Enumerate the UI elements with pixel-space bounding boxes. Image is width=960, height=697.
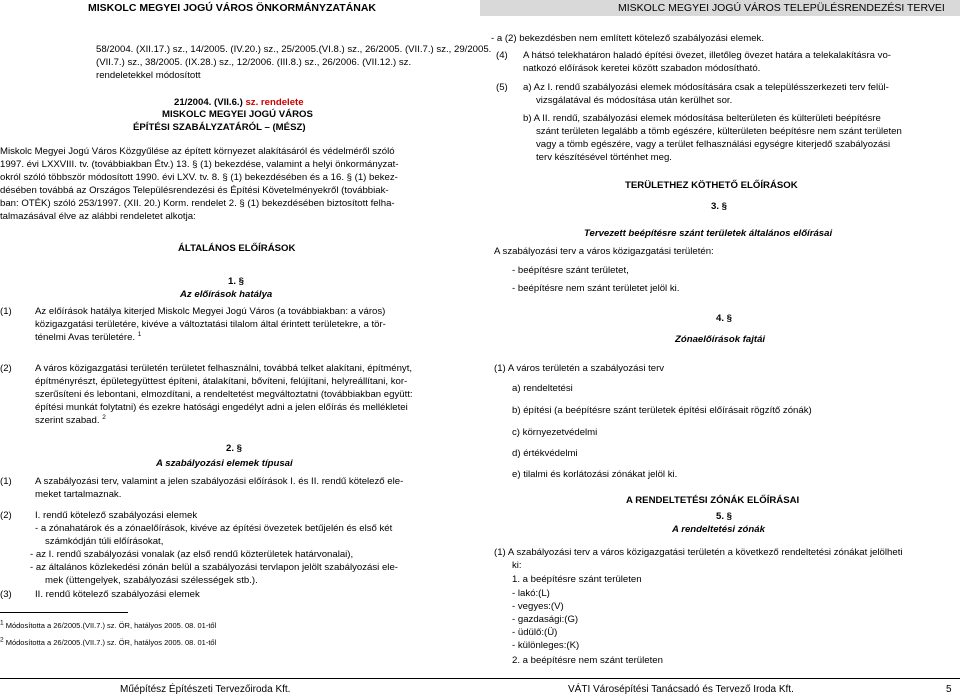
footnote-ref: 1 (137, 330, 142, 338)
section-title: A szabályozási elemek típusai (156, 458, 293, 469)
paragraph-line: A város közigazgatási területén területet felhasználni, továbbá telket alakítani, építményt, (35, 363, 413, 374)
decree-title: ÉPÍTÉSI SZABÁLYZATÁRÓL – (MÉSZ) (133, 122, 306, 133)
list-item: - lakó:(L) (512, 588, 550, 599)
list-item: - beépítésre szánt területet, (512, 265, 629, 276)
paragraph-number: (4) (496, 50, 508, 61)
section-heading-general: ÁLTALÁNOS ELŐÍRÁSOK (178, 243, 296, 254)
paragraph-line: - az I. rendű szabályozási vonalak (az első rendű közterületek határvonalai), (30, 549, 354, 560)
paragraph-line: I. rendű kötelező szabályozási elemek (35, 510, 198, 521)
paragraph-line: a) Az I. rendű szabályozási elemek módosítására csak a településszerkezeti terv felül- (523, 82, 889, 93)
paragraph-line: ténelmi Avas területére. $^1$ (35, 330, 142, 343)
list-item: a) rendeltetési (512, 383, 573, 394)
decree-city: MISKOLC MEGYEI JOGÚ VÁROS (162, 109, 313, 120)
paragraph-line: natkozó előírások keretei között szabadon módosítható. (523, 63, 761, 74)
list-item: 1. a beépítésre szánt területen (512, 574, 642, 585)
paragraph-number: (1) (0, 306, 12, 317)
list-item: - beépítésre nem szánt területet jelöl ki. (512, 283, 680, 294)
paragraph-line: - a (2) bekezdésben nem említett kötelező szabályozási elemek. (491, 33, 765, 44)
preamble-line: 1997. évi LXXVIII. tv. (továbbiakban Étv.) 13. § (1) bekezdése, valamint a helyi önkormányzat- (0, 159, 399, 170)
section-title: Tervezett beépítésre szánt területek általános előírásai (584, 228, 833, 239)
paragraph-line: - az általános közlekedési zónán belül a szabályozási tervlapon jelölt szabályozási ele- (30, 562, 398, 573)
section-heading-zones: A RENDELTETÉSI ZÓNÁK ELŐÍRÁSAI (626, 495, 800, 506)
paragraph-line: szerűsíteni és lebontani, elmozdítani, a rendeltetést megváltoztatni (továbbiakban együtt: (35, 389, 413, 400)
list-item: c) környezetvédelmi (512, 427, 598, 438)
footnote-separator (0, 612, 128, 613)
amendment-line: (VII.7.) sz., 38/2005. (IX.28.) sz., 12/2006. (III.8.) sz., 26/2006. (VII.12.) sz. (96, 57, 412, 68)
paragraph-line: építési munkát folytatni) és ezekre hatósági engedélyt adni a jelen előírás és mellékletei (35, 402, 408, 413)
section-number: 1. § (228, 276, 245, 287)
list-item: 2. a beépítésre nem szánt területen (512, 655, 663, 666)
preamble-line: okról szóló többször módosított 1990. évi LXV. tv. 8. § (1) bekezdésében és a 16. § (1) bekez- (0, 172, 398, 183)
header-left-title: MISKOLC MEGYEI JOGÚ VÁROS ÖNKORMÁNYZATÁNAK (88, 2, 376, 14)
preamble-line: désében továbbá az Országos Településrendezési és Építési Követelményekről (továbbiak- (0, 185, 389, 196)
paragraph-line: meket tartalmaznak. (35, 489, 122, 500)
section-number: 3. § (711, 201, 728, 212)
decree-number-suffix: sz. rendelete (245, 97, 304, 108)
paragraph-line: építményrészt, épületegyüttest építeni, átalakítani, bővíteni, felújítani, helyreállítani, kor- (35, 376, 408, 387)
amendment-line: rendeletekkel módosított (96, 70, 201, 81)
list-item: d) értékvédelmi (512, 448, 578, 459)
paragraph-number: (5) (496, 82, 508, 93)
footnote: $^1$ Módosította a 26/2005.(VII.7.) sz. ÖR, hatályos 2005. 08. 01-től (0, 619, 217, 630)
paragraph-number: (1) (0, 476, 12, 487)
section-number: 4. § (716, 313, 733, 324)
list-item: - különleges:(K) (512, 640, 580, 651)
paragraph-number: (3) (0, 589, 12, 600)
section-number: 2. § (226, 443, 243, 454)
list-item: - üdülő:(Ü) (512, 627, 558, 638)
page-number: 5 (946, 684, 952, 695)
decree-number: 21/2004. (VII.6.) sz. rendelete (174, 97, 304, 108)
paragraph-line: A hátsó telekhatáron haladó építési övezet, illetőleg övezet határa a telekalakításra vo- (523, 50, 891, 61)
footnote: $^2$ Módosította a 26/2005.(VII.7.) sz. ÖR, hatályos 2005. 08. 01-től (0, 636, 217, 647)
paragraph-line: II. rendű kötelező szabályozási elemek (35, 589, 200, 600)
list-item: - vegyes:(V) (512, 601, 564, 612)
footer-rule (0, 678, 960, 679)
paragraph-line: ki: (512, 560, 522, 571)
footnote-ref: 2 (102, 413, 106, 421)
paragraph-line: mek (üttengelyek, szabályozási szélességek stb.). (45, 575, 258, 586)
header-right-title: MISKOLC MEGYEI JOGÚ VÁROS TELEPÜLÉSRENDEZÉSI TERVEI (618, 2, 945, 14)
paragraph-line: számkódján túli előírásokat, (45, 536, 164, 547)
section-number: 5. § (716, 511, 733, 522)
preamble-line: ban: OTÉK) szóló 253/1997. (XII. 20.) Korm. rendelet 2. § (1) bekezdésében biztosított felha- (0, 198, 395, 209)
paragraph-line: - a zónahatárok és a zónaelőírások, kivéve az építési övezetek betűjelén és első két (35, 523, 393, 534)
paragraph-line: terv készítésével történhet meg. (536, 152, 672, 163)
section-title: Zónaelőírások fajtái (675, 334, 766, 345)
preamble-line: talmazásával élve az alábbi rendeletet alkotja: (0, 211, 196, 222)
paragraph-line: Az előírások hatálya kiterjed Miskolc Megyei Jogú Város (a továbbiakban: a város) (35, 306, 386, 317)
paragraph-line: vagy a tömb egészére, vagy a terület felhasználási egységre kiterjedő szabályozási (536, 139, 891, 150)
section-heading-area: TERÜLETHEZ KÖTHETŐ ELŐÍRÁSOK (625, 180, 798, 191)
list-item: e) tilalmi és korlátozási zónákat jelöl ki. (512, 469, 678, 480)
paragraph-line: szerint szabad. $^2$ (35, 413, 106, 426)
running-header (0, 0, 960, 16)
paragraph-line: A szabályozási terv, valamint a jelen szabályozási előírások I. és II. rendű kötelező ele- (35, 476, 404, 487)
footer-right: VÁTI Városépítési Tanácsadó és Tervező Iroda Kft. (568, 684, 794, 695)
list-item: - gazdasági:(G) (512, 614, 579, 625)
section-title: Az előírások hatálya (180, 289, 273, 300)
paragraph-line: vizsgálatával és módosítása után kerülhet sor. (536, 95, 733, 106)
footer-left: Műépítész Építészeti Tervezőiroda Kft. (120, 684, 291, 695)
paragraph-line: szánt területen legalább a tömb egészére, külterületen beépítésre nem szánt területen (536, 126, 902, 137)
paragraph-line: közigazgatási területére, kivéve a változtatási tilalom által érintett területekre, a tör- (35, 319, 386, 330)
paragraph-line: (1) A szabályozási terv a város közigazgatási területén a következő rendeltetési zónákat jelölheti (494, 547, 903, 558)
paragraph-line: b) A II. rendű, szabályozási elemek módosítása belterületen és külterületi beépítésre (523, 113, 881, 124)
paragraph-number: (2) (0, 510, 12, 521)
paragraph-line: A szabályozási terv a város közigazgatási területén: (494, 246, 714, 257)
amendment-line: 58/2004. (XII.17.) sz., 14/2005. (IV.20.) sz., 25/2005.(VI.8.) sz., 26/2005. (VII.7.) sz., 29/2005. (96, 44, 492, 55)
paragraph-number: (2) (0, 363, 12, 374)
preamble-line: Miskolc Megyei Jogú Város Közgyűlése az épített környezet alakításáról és védelméről szóló (0, 146, 395, 157)
list-item: b) építési (a beépítésre szánt területek építési előírásait rögzítő zónák) (512, 405, 812, 416)
paragraph-line: (1) A város területén a szabályozási terv (494, 363, 665, 374)
section-title: A rendeltetési zónák (672, 524, 765, 535)
